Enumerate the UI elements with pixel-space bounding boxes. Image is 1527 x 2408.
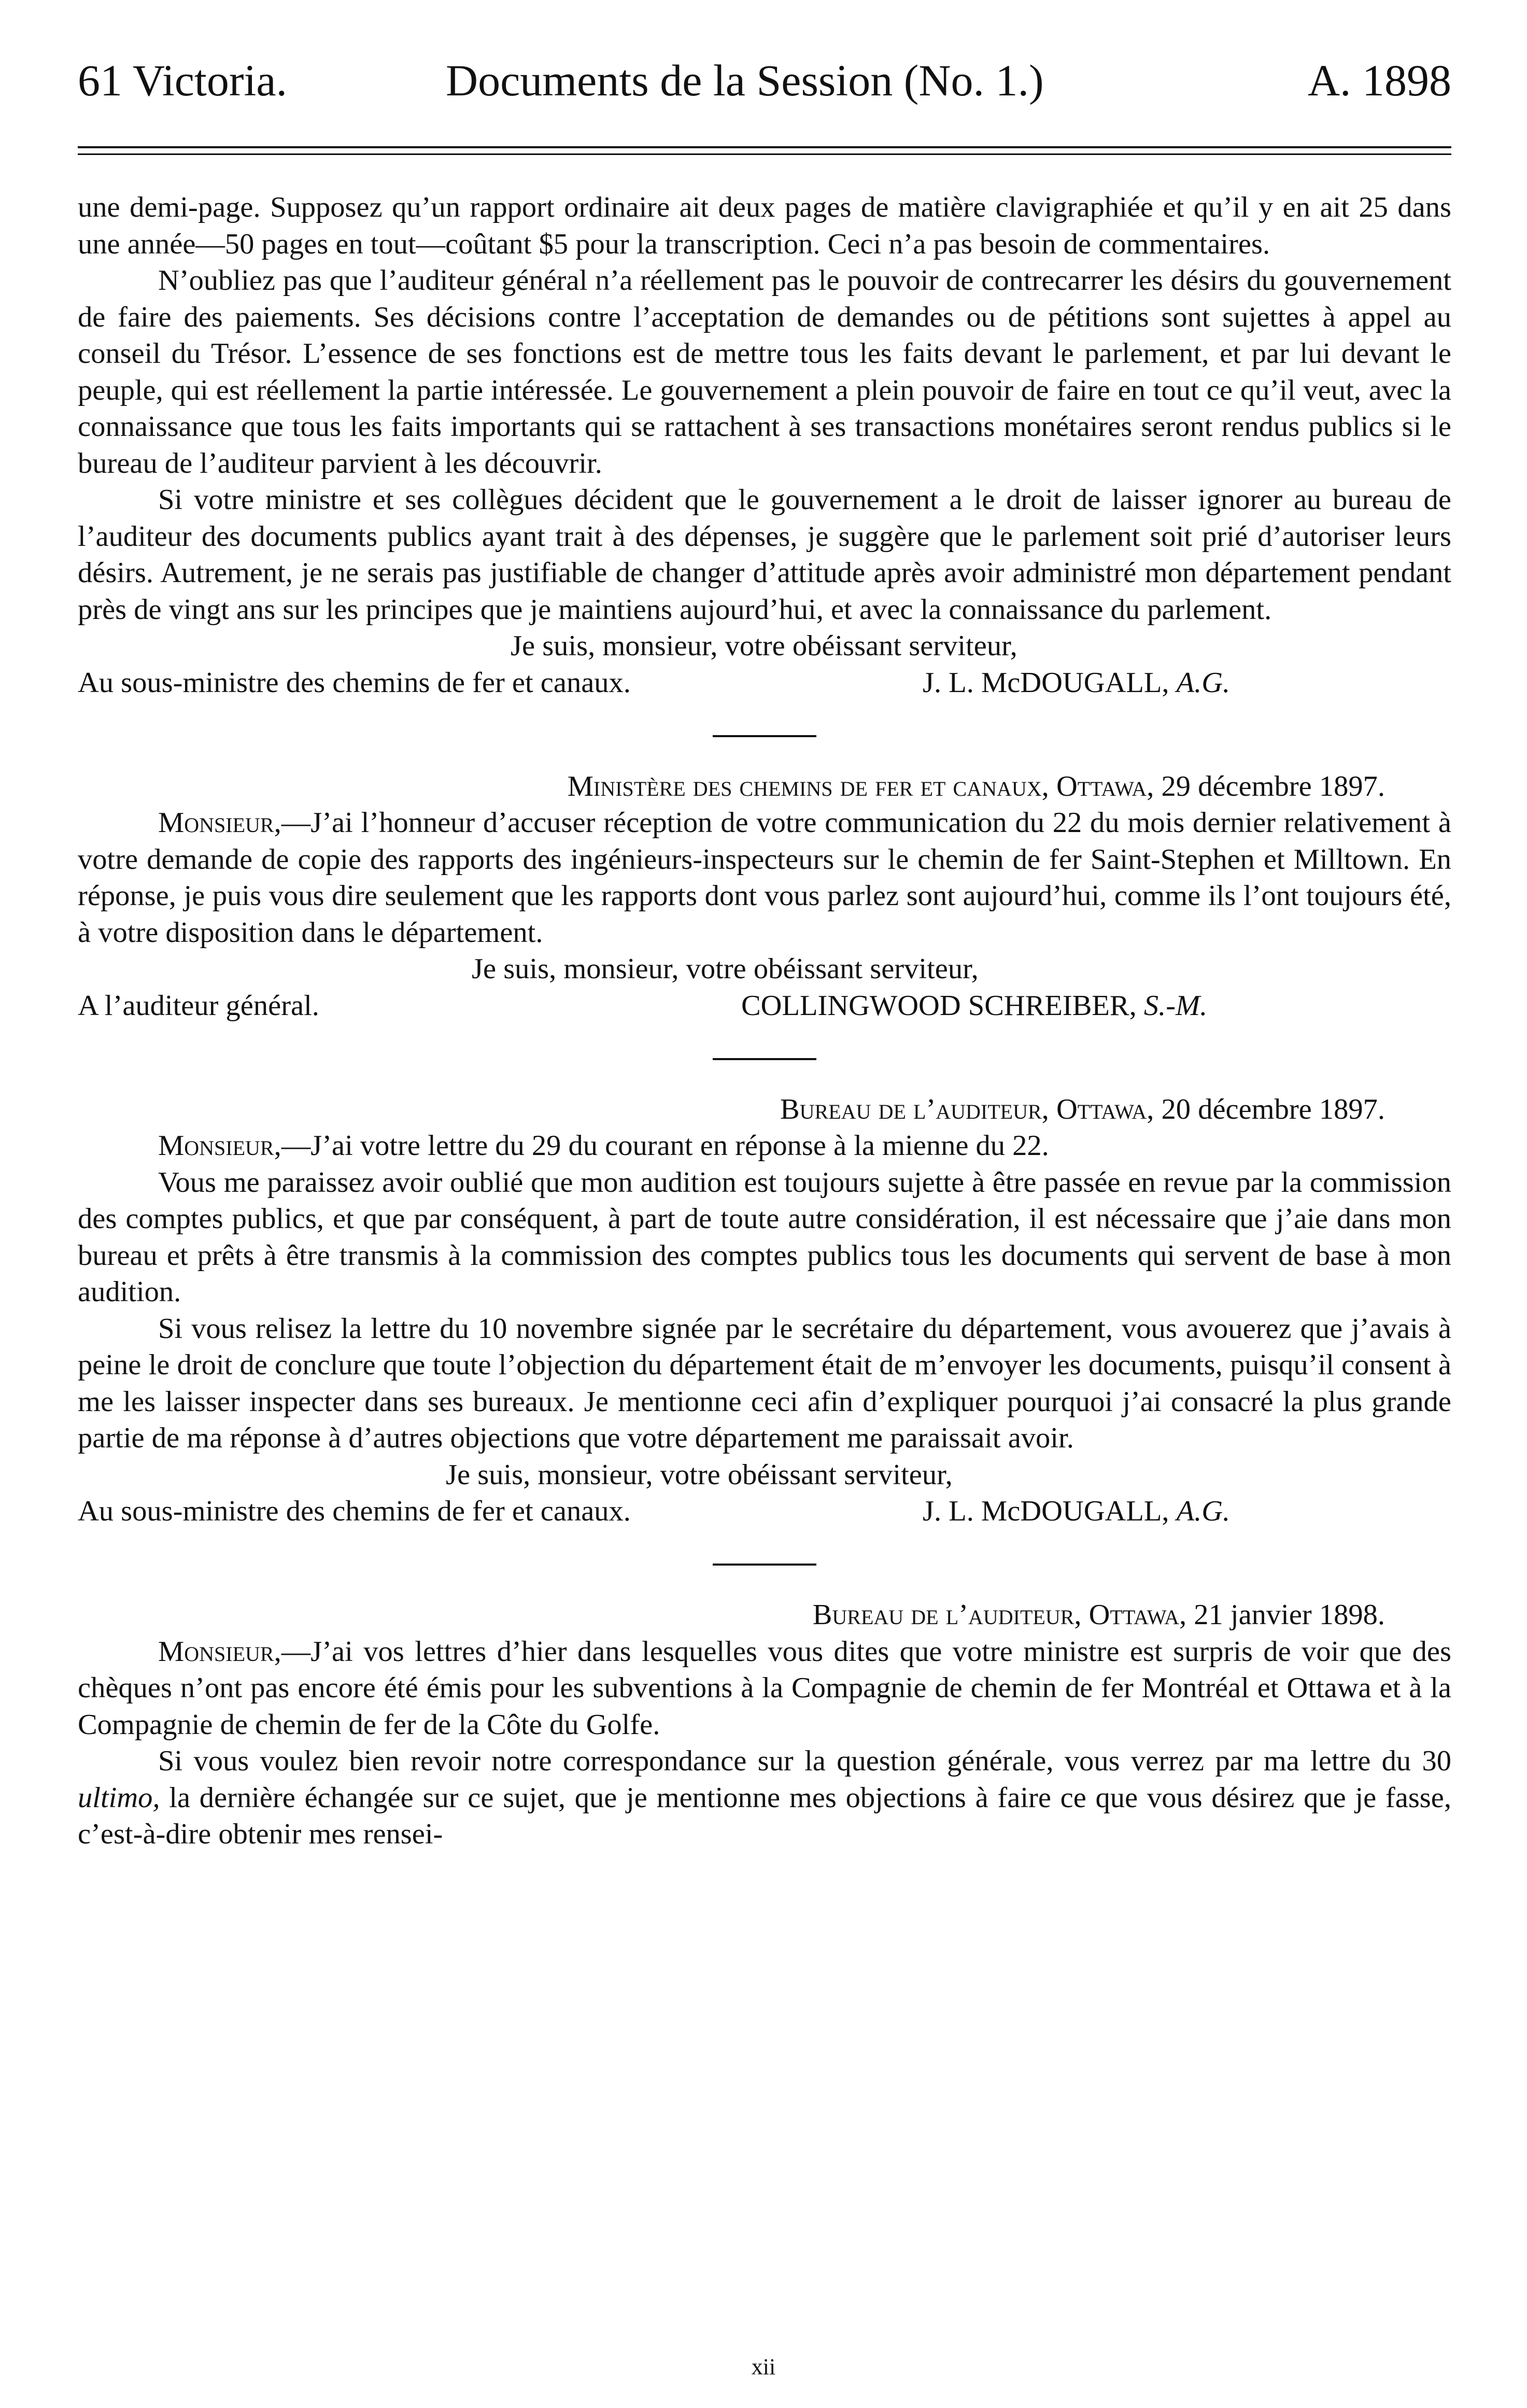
section-divider — [713, 1058, 816, 1060]
dateline-office: Ministère des chemins de fer et canaux, — [567, 770, 1049, 802]
dateline-date: 29 décembre 1897. — [1161, 770, 1385, 802]
paragraph — [78, 805, 1451, 951]
paragraph-text: la dernière échangée sur ce sujet, que je mentionne mes objections à faire ce que vous désirez que je fasse, c’est-à-dire obtenir mes rensei- — [78, 1781, 1452, 1850]
running-header — [78, 52, 1451, 109]
dateline-place: Ottawa, — [1056, 770, 1154, 802]
signer-title: A.G. — [1176, 1495, 1231, 1527]
letter-recipient: Au sous-ministre des chemins de fer et canaux. — [78, 1495, 631, 1527]
signer-name: J. L. McDOUGALL, — [923, 666, 1169, 699]
letter-recipient: A l’auditeur général. — [78, 989, 319, 1022]
letter-closing: Je suis, monsieur, votre obéissant serviteur, — [511, 630, 1017, 662]
paragraph: Vous me paraissez avoir oublié que mon audition est toujours sujette à être passée en revue par la commission des comptes publics, et que par conséquent, à part de toute autre considération, il est nécessaire que j’aie dans mon bureau et prêts à être transmis à la commission des comptes publics tous les documents qui servent de base à mon audition. — [78, 1166, 1451, 1308]
header-title: Documents de la Session (No. 1.) — [446, 55, 1044, 105]
paragraph-text: Si vous voulez bien revoir notre correspondance sur la question générale, vous verrez par ma lettre du 30 — [158, 1745, 1451, 1777]
signature-line — [78, 988, 1451, 1026]
paragraph-text: —J’ai l’honneur d’accuser réception de votre communication du 22 du mois dernier relativement à votre demande de copie des rapports des ingénieurs-inspecteurs sur le chemin de fer Saint-Stephen et Milltown. En réponse, je puis vous dire seulement que les rapports dont vous parlez sont aujourd’hui, comme ils l’ont toujours été, à votre disposition dans le département. — [78, 807, 1451, 949]
salutation: Monsieur, — [158, 1130, 281, 1162]
paragraph: une demi-page. Supposez qu’un rapport ordinaire ait deux pages de matière clavigraphiée et qu’il y en ait 25 dans une année—50 pages en tout—coûtant $5 pour la transcription. Ceci n’a pas besoin de commentaires. — [78, 191, 1451, 260]
dateline-office: Bureau de l’auditeur, — [780, 1093, 1049, 1125]
header-volume: 61 Victoria. — [78, 55, 288, 105]
letter-recipient: Au sous-ministre des chemins de fer et canaux. — [78, 666, 631, 699]
paragraph — [78, 1743, 1451, 1853]
paragraph-text: —J’ai votre lettre du 29 du courant en réponse à la mienne du 22. — [281, 1130, 1049, 1162]
paragraph: N’oubliez pas que l’auditeur général n’a réellement pas le pouvoir de contrecarrer les désirs du gouvernement de faire des paiements. Ses décisions contre l’acceptation de demandes ou de pétitions sont sujettes à appel au conseil du Trésor. L’essence de ses fonctions est de mettre tous les faits devant le parlement, et par lui devant le peuple, qui est réellement la partie intéressée. Le gouvernement a plein pouvoir de faire en tout ce qu’il veut, avec la connaissance que tous les faits importants qui se rattachent à ses transactions monétaires seront rendus publics si le bureau de l’auditeur parvient à les découvrir. — [78, 264, 1451, 480]
dateline-place: Ottawa, — [1088, 1599, 1187, 1631]
letter-closing: Je suis, monsieur, votre obéissant serviteur, — [472, 953, 979, 985]
signer-title: A.G. — [1176, 666, 1231, 699]
dateline-office: Bureau de l’auditeur, — [812, 1599, 1082, 1631]
header-rule — [78, 153, 1451, 155]
signer-title: S.-M. — [1143, 989, 1208, 1022]
page-body — [78, 189, 1451, 1853]
letter-dateline — [78, 768, 1451, 805]
letter-dateline — [78, 1091, 1451, 1128]
paragraph: Si votre ministre et ses collègues décident que le gouvernement a le droit de laisser ignorer au bureau de l’auditeur des documents publics ayant trait à des dépenses, je suggère que le parlement soit prié d’autoriser leurs désirs. Autrement, je ne serais pas justifiable de changer d’attitude après avoir administré mon département pendant près de vingt ans sur les principes que je maintiens aujourd’hui, et avec la connaissance du parlement. — [78, 484, 1451, 626]
dateline-date: 21 janvier 1898. — [1194, 1599, 1385, 1631]
letter-closing: Je suis, monsieur, votre obéissant serviteur, — [446, 1458, 953, 1491]
letter-signature — [923, 1493, 1230, 1530]
header-rule — [78, 146, 1451, 148]
dateline-place: Ottawa, — [1056, 1093, 1154, 1125]
letter-signature — [923, 665, 1230, 701]
signer-name: J. L. McDOUGALL, — [923, 1495, 1169, 1527]
header-year: A. 1898 — [1307, 55, 1451, 105]
emphasis-text: ultimo, — [78, 1781, 160, 1814]
page-number: xii — [751, 2354, 776, 2379]
signature-line — [78, 1493, 1451, 1531]
paragraph-text: —J’ai vos lettres d’hier dans lesquelles vous dites que votre ministre est surpris de voir que des chèques n’ont pas encore été émis pour les subventions à la Compagnie de chemin de fer Montréal et Ottawa et à la Compagnie de chemin de fer de la Côte du Golfe. — [78, 1635, 1451, 1741]
paragraph — [78, 1634, 1451, 1743]
letter-signature — [741, 988, 1207, 1024]
letter-dateline — [78, 1597, 1451, 1634]
salutation: Monsieur, — [158, 1635, 281, 1668]
salutation: Monsieur, — [158, 807, 281, 839]
signer-name: COLLINGWOOD SCHREIBER, — [741, 989, 1137, 1022]
section-divider — [713, 735, 816, 737]
section-divider — [713, 1564, 816, 1566]
signature-line — [78, 665, 1451, 703]
paragraph: Si vous relisez la lettre du 10 novembre signée par le secrétaire du département, vous avouerez que j’avais à peine le droit de conclure que toute l’objection du département était de m’envoyer les documents, puisqu’il consent à me les laisser inspecter dans ses bureaux. Je mentionne ceci afin d’expliquer pourquoi j’ai consacré la plus grande partie de ma réponse à d’autres objections que votre département me paraissait avoir. — [78, 1312, 1451, 1454]
dateline-date: 20 décembre 1897. — [1161, 1093, 1385, 1125]
paragraph — [78, 1128, 1451, 1164]
